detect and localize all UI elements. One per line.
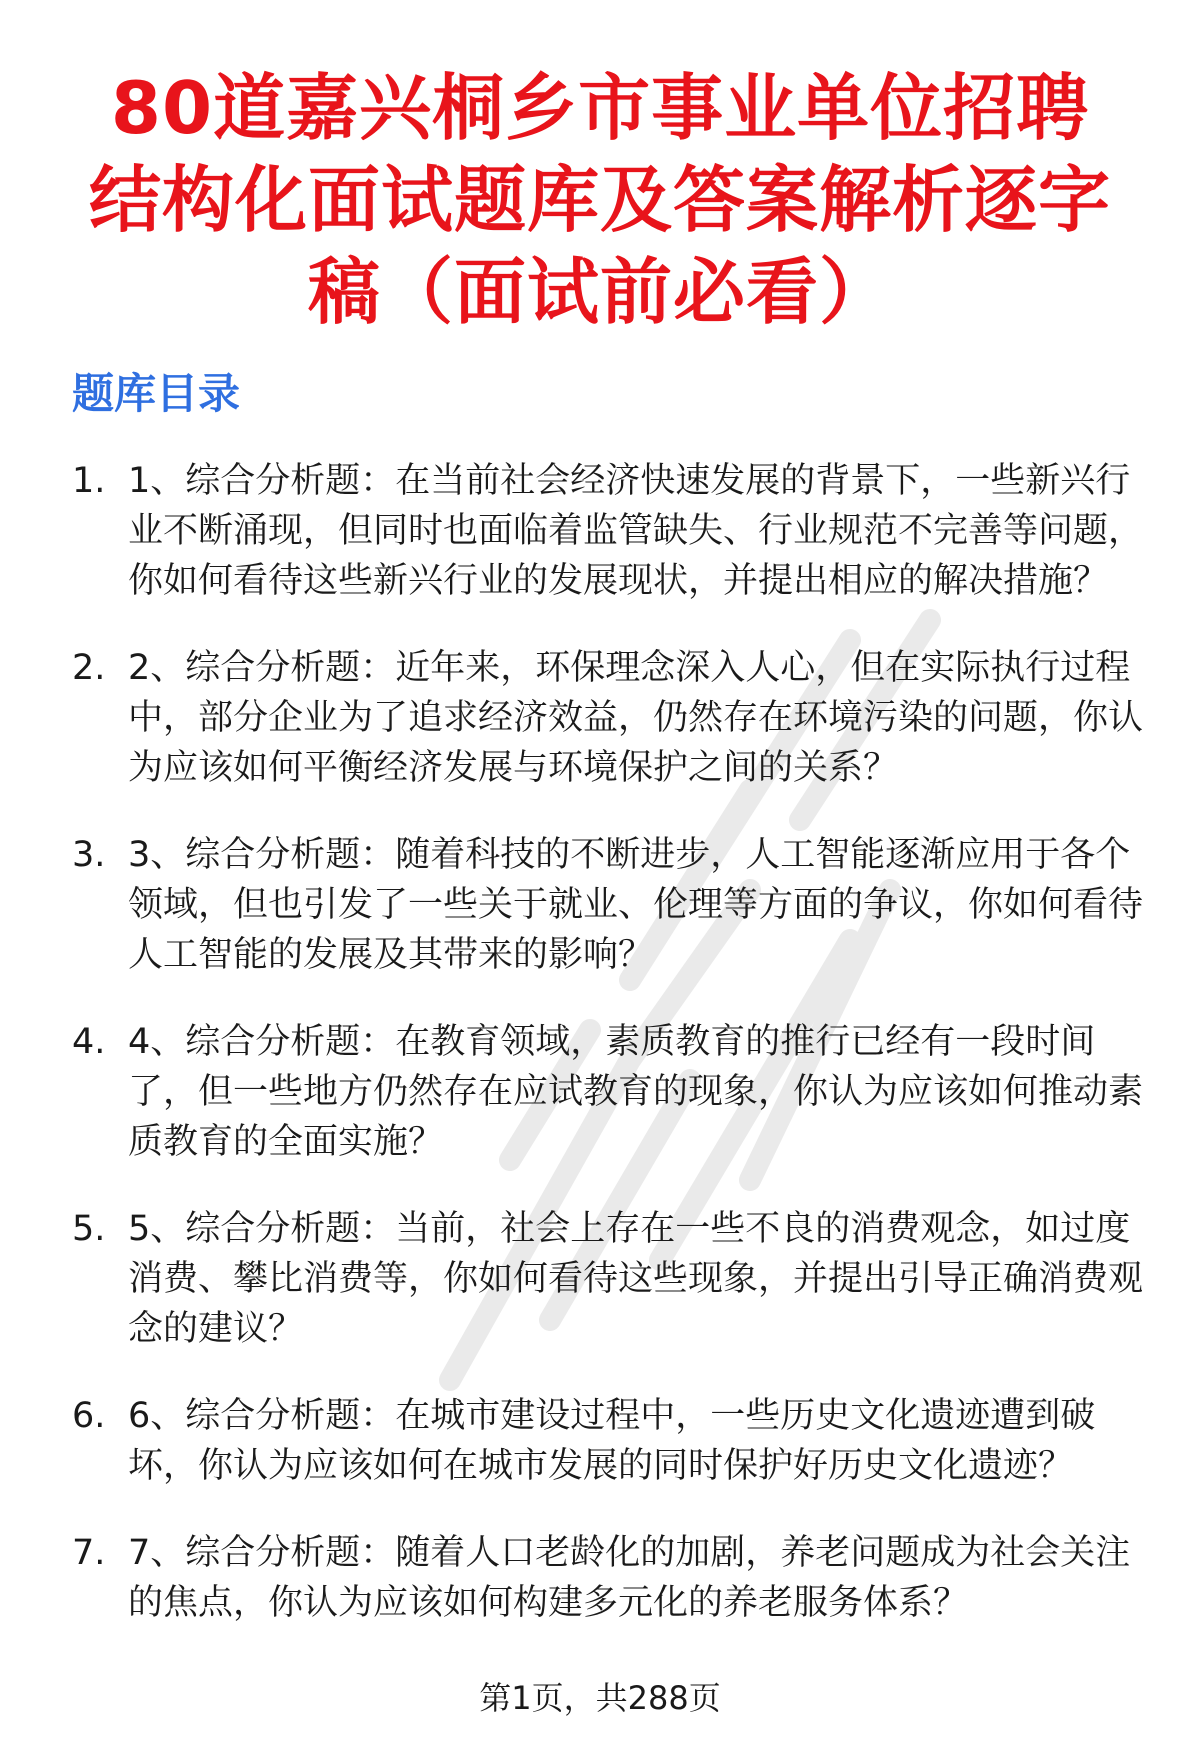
- question-list: [72, 456, 1162, 1665]
- list-item-text: 3、综合分析题：随着科技的不断进步，人工智能逐渐应用于各个领域，但也引发了一些关于就业、伦理等方面的争议，你如何看待人工智能的发展及其带来的影响？: [128, 835, 1144, 975]
- list-item-text: 6、综合分析题：在城市建设过程中，一些历史文化遗迹遭到破坏，你认为应该如何在城市发展的同时保护好历史文化遗迹？: [128, 1396, 1096, 1486]
- list-item-text: 7、综合分析题：随着人口老龄化的加剧，养老问题成为社会关注的焦点，你认为应该如何构建多元化的养老服务体系？: [128, 1533, 1131, 1623]
- list-item: [72, 1528, 1162, 1628]
- document-title: 80道嘉兴桐乡市事业单位招聘结构化面试题库及答案解析逐字稿（面试前必看）: [88, 66, 1111, 334]
- list-item-number: 6.: [72, 1396, 106, 1436]
- list-item-number: 5.: [72, 1209, 106, 1249]
- list-item: [72, 643, 1162, 793]
- list-item: [72, 830, 1162, 980]
- list-item-number: 2.: [72, 648, 106, 688]
- list-item-text: 1、综合分析题：在当前社会经济快速发展的背景下，一些新兴行业不断涌现，但同时也面临着监管缺失、行业规范不完善等问题，你如何看待这些新兴行业的发展现状，并提出相应的解决措施？: [128, 461, 1144, 601]
- list-item-number: 1.: [72, 461, 106, 501]
- list-item-number: 3.: [72, 835, 106, 875]
- list-item-text: 2、综合分析题：近年来，环保理念深入人心，但在实际执行过程中，部分企业为了追求经济效益，仍然存在环境污染的问题，你认为应该如何平衡经济发展与环境保护之间的关系？: [128, 648, 1144, 788]
- list-item: [72, 1391, 1162, 1491]
- list-item-number: 7.: [72, 1533, 106, 1573]
- list-item: [72, 1204, 1162, 1354]
- list-item-number: 4.: [72, 1022, 106, 1062]
- page-footer: 第1页，共288页: [479, 1679, 721, 1717]
- section-heading: 题库目录: [72, 369, 241, 418]
- list-item: [72, 456, 1162, 606]
- list-item: [72, 1017, 1162, 1167]
- list-item-text: 5、综合分析题：当前，社会上存在一些不良的消费观念，如过度消费、攀比消费等，你如何看待这些现象，并提出引导正确消费观念的建议？: [128, 1209, 1144, 1349]
- list-item-text: 4、综合分析题：在教育领域，素质教育的推行已经有一段时间了，但一些地方仍然存在应试教育的现象，你认为应该如何推动素质教育的全面实施？: [128, 1022, 1144, 1162]
